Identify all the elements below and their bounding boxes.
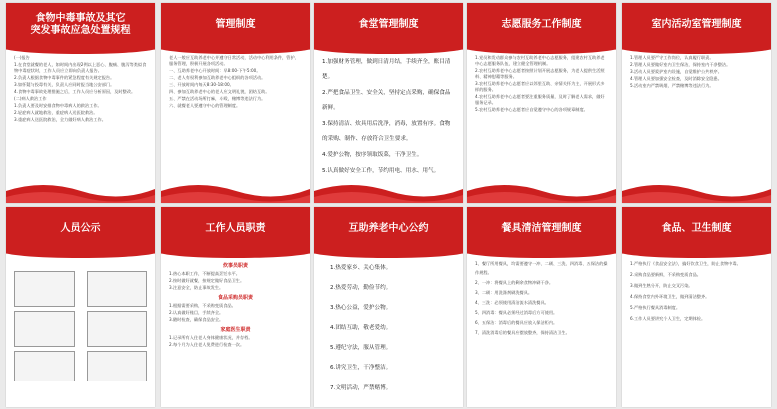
panel-line: 五、严禁在活动场所打麻，斗殴，赌博等违法行为。 — [169, 96, 266, 101]
panel-line: 7、清洗消毒后的餐具应摆放整齐，保持清洁卫生。 — [475, 330, 570, 335]
panel-item: 2.热爱劳动，勤俭节约。 — [330, 285, 392, 291]
photo-placeholder — [14, 351, 75, 381]
panel-line: 3.农村互助养老中心志愿者应以邻里互助、亲情关怀为主，开展形式多样的服务。 — [475, 81, 605, 92]
red-wave-decoration — [314, 177, 463, 203]
panel-line: 3.注意安全，防止事故发生。 — [169, 285, 224, 290]
panel-title: 餐具清洁管理制度 — [467, 207, 616, 251]
panel-staff-photos — [6, 207, 155, 407]
panel-line: 老人一般应互助养老中心并遵守日常活动，活动中心利用条件，管护、服务管理，积极开展各项活动。 — [169, 55, 299, 66]
panel-line: 2.管理人员要做好室内卫生保洁，保持室内干净整洁。 — [630, 62, 731, 67]
panel-item: 5.遵纪守法，服从管理。 — [330, 345, 392, 351]
section-title: 炊事员职责 — [222, 263, 248, 269]
panel-line: 6.工作人员要讲究个人卫生，定期体检。 — [630, 316, 706, 321]
panel-item: 4.团结互助，敬老爱幼。 — [330, 325, 392, 331]
photo-placeholder — [14, 311, 75, 347]
panel-body — [475, 259, 608, 403]
panel-line: 3.做到生熟分开，防止交叉污染。 — [630, 283, 693, 288]
panel-item: 5.认真做好安全工作，节约用电、用水、用气。 — [322, 168, 440, 174]
panel-item: 3.保持清洁、炊具用后洗净，消毒，放置有序。食物的采购、制作、存放符合卫生要求。 — [322, 121, 451, 142]
panel-body — [169, 259, 302, 403]
red-wave-decoration — [622, 177, 771, 203]
panel-title: 食品、卫生制度 — [622, 207, 771, 251]
panel-line: 2.农村互助养老中心志愿者按照计划开展志愿服务，为老人提供生活照料、精神慰藉等服务。 — [475, 68, 605, 79]
panel-body — [14, 55, 147, 177]
panel-line: 2.认真做好账目，手续齐全。 — [169, 310, 224, 315]
panel-line: 5.严格执行餐具消毒制度。 — [630, 305, 681, 310]
photo-placeholder — [87, 271, 148, 307]
panel-item: 2.严把食品卫生、安全关，坚持定点采购，确保食品新鲜。 — [322, 90, 451, 111]
panel-line: 2、一冲：将餐具上的剩余食物冲刷干净。 — [475, 280, 554, 285]
panel-line: 2.按时做好就餐，按规定做好食品卫生。 — [169, 278, 245, 283]
panel-line: 1.党员和发动群众参与农村互助养老中心志愿服务，组建农村互助养老中心志愿服务队伍，建立健全管理机制。 — [475, 55, 605, 66]
panel-line: 4.保持食堂内外环境卫生，做到清洁整齐。 — [630, 294, 710, 299]
panel-line: 5.农村互助养老中心志愿者应自觉遵守中心的各项规章制度。 — [475, 107, 588, 112]
panel-body — [322, 55, 455, 177]
panel-line: 1.记录所有入住老人身体健康状况，并存档。 — [169, 335, 253, 340]
panel-line: 1.热心本职工作，不断提高烹饪水平。 — [169, 271, 240, 276]
panel-emergency-procedure — [6, 3, 155, 203]
panel-line: 2.每个月为入住老人免费进行检查一次。 — [169, 342, 245, 347]
panel-title: 食物中毒事故及其它 突发事故应急处置规程 — [6, 3, 155, 47]
panel-line: 一、互助养老中心开放时间：早8:00-下午5:00。 — [169, 68, 261, 73]
panel-line: 1.管理人员要严守工作岗位，认真履行职责。 — [630, 55, 714, 60]
panel-body — [630, 259, 763, 403]
panel-item: 3.热心公益，爱护公物。 — [330, 305, 392, 311]
panel-line: 二、老人有权利参加互助养老中心组织的各项活动。 — [169, 75, 266, 80]
panel-line: (二)病人救治工作 — [14, 96, 47, 101]
panel-item: 7.文明活动，严禁赌博。 — [330, 385, 392, 391]
panel-center-pledge — [314, 207, 463, 407]
panel-title: 人员公示 — [6, 207, 155, 251]
panel-item: 1.加强财务管理，做到日清月结，手续齐全，账目清楚。 — [322, 59, 451, 80]
panel-volunteer-rules — [467, 3, 616, 203]
section-title: 食品采购员职责 — [217, 295, 253, 301]
panel-line: 1.在食堂就餐的老人，如时间内出现2例以上恶心、腹痛、腹泻等类似食物中毒症状时，工作人员应立即向负责人报告。 — [14, 62, 147, 73]
panel-item: 4.爱护公物，按序领取饭菜，干净卫生。 — [322, 152, 423, 158]
photo-grid — [6, 267, 155, 381]
panel-line: 3.活动人员要爱护室内设施，自觉维护公共秩序。 — [630, 69, 722, 74]
panel-tableware-rules — [467, 207, 616, 407]
panel-line: 6、五保洁：消毒后的餐具应放入保洁柜内。 — [475, 320, 558, 325]
panel-activity-room-rules — [622, 3, 771, 203]
panel-line: 4.食物中毒事故处理措施之后，工作人员应分析原因，及时整改。 — [14, 89, 136, 94]
panel-body — [630, 55, 763, 177]
panel-body — [330, 259, 455, 403]
panel-management-rules — [161, 3, 310, 203]
panel-line: 3.重症病人送医院救治，全力做好病人救治工作。 — [14, 117, 106, 122]
panel-title: 管理制度 — [161, 3, 310, 47]
panel-line: 4.农村互助养老中心志愿者要注重服务质量，及时了解老人需求，做好服务记录。 — [475, 94, 605, 105]
panel-line: 3、二刷：用洗涤剂刷洗餐具。 — [475, 290, 533, 295]
panel-line: 四、参加互助养老中心的老人应文明礼貌，团结互助。 — [169, 89, 270, 94]
photo-placeholder — [87, 351, 148, 381]
panel-staff-duties — [161, 207, 310, 407]
panel-line: 2.轻症病人就地救治，重症病人送医院救治。 — [14, 110, 98, 115]
panel-item: 6.讲究卫生，干净整洁。 — [330, 365, 392, 371]
panel-line: 3.随时检查，确保食品安全。 — [169, 317, 224, 322]
panel-line: 三、开放时间内每天8:30-18:00。 — [169, 82, 234, 87]
red-wave-decoration — [6, 177, 155, 203]
panel-canteen-rules — [314, 3, 463, 203]
panel-line: 1、餐厅所用餐具，均需要遵守一冲、二刷、三洗、四消毒、五保洁的操作规程。 — [475, 261, 608, 275]
panel-line: 六、就餐老人要遵守中心的管理制度。 — [169, 103, 241, 108]
panel-line: 4、三洗：必须使用清洁流水清洗餐具。 — [475, 300, 549, 305]
panel-line: 4.管理人员要加强安全检查，及时消除安全隐患。 — [630, 76, 722, 81]
photo-placeholder — [14, 271, 75, 307]
panel-title: 互助养老中心公约 — [314, 207, 463, 251]
panel-body — [475, 55, 608, 177]
section-title: 家庭医生职责 — [220, 327, 251, 333]
panel-line: 1.根据需要采购，不采购变质食品。 — [169, 303, 236, 308]
panel-food-hygiene-rules — [622, 207, 771, 407]
panel-line: 2.采购食品要新鲜，不采购变质食品。 — [630, 272, 701, 277]
panel-title: 工作人员职责 — [161, 207, 310, 251]
panel-title: 食堂管理制度 — [314, 3, 463, 47]
panel-title: 室内活动室管理制度 — [622, 3, 771, 47]
panel-line: 5、四消毒：餐具必须经过消毒后方可使用。 — [475, 310, 558, 315]
panel-line: 3.如怀疑与投毒有关，负责人应同时报当地公安部门。 — [14, 82, 115, 87]
panel-line: (一)报告 — [14, 55, 30, 60]
panel-line: 1.严格执行《食品安全法》，搞好饮食卫生，防止食物中毒。 — [630, 261, 741, 266]
panel-body — [169, 55, 302, 177]
red-wave-decoration — [467, 177, 616, 203]
panel-line: 5.活动室内严禁吸烟，严禁赌博等违法行为。 — [630, 83, 714, 88]
panel-title: 志愿服务工作制度 — [467, 3, 616, 47]
panel-item: 1.热爱家乡、关心集体。 — [330, 265, 392, 271]
photo-placeholder — [87, 311, 148, 347]
panel-line: 1.负责人要及时安排食物中毒病人的救治工作。 — [14, 103, 102, 108]
red-wave-decoration — [161, 177, 310, 203]
panel-line: 2.负责人根据食物中毒事件的紧急程度有关规定报告。 — [14, 75, 115, 80]
